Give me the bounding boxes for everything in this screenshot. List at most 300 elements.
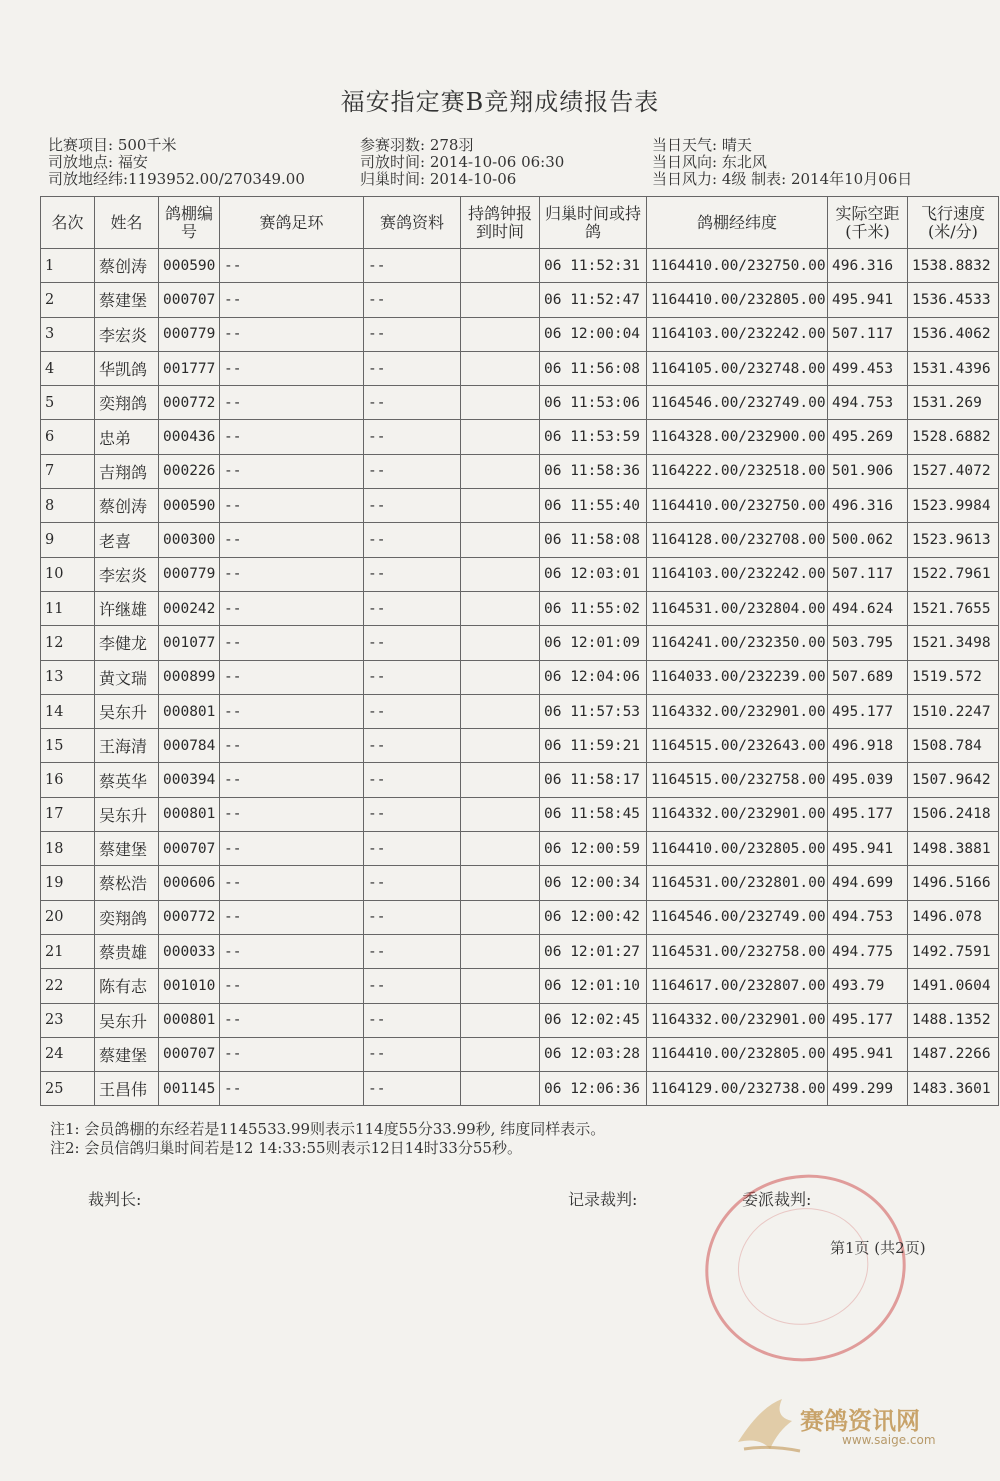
cell-distance: 494.775: [828, 934, 908, 968]
cell-distance: 495.039: [828, 763, 908, 797]
cell-arrival: 06 11:52:47: [540, 283, 647, 317]
cell-clock: [461, 797, 540, 831]
cell-info: --: [364, 317, 461, 351]
cell-clock: [461, 1037, 540, 1071]
table-row: [41, 283, 999, 317]
cell-distance: 496.918: [828, 729, 908, 763]
cell-loft: 000772: [159, 900, 220, 934]
table-row: [41, 934, 999, 968]
col-arrival-header: 归巢时间或持鸽: [540, 197, 647, 249]
cell-clock: [461, 866, 540, 900]
entry-count: 参赛羽数: 278羽: [360, 136, 474, 154]
cell-coords: 1164515.00/232643.00: [647, 729, 828, 763]
cell-info: --: [364, 489, 461, 523]
cell-arrival: 06 12:04:06: [540, 660, 647, 694]
cell-speed: 1523.9613: [908, 523, 999, 557]
cell-rank: 24: [41, 1037, 95, 1071]
table-row: [41, 1072, 999, 1106]
cell-arrival: 06 11:53:06: [540, 386, 647, 420]
cell-distance: 496.316: [828, 249, 908, 283]
cell-rank: 11: [41, 591, 95, 625]
cell-speed: 1488.1352: [908, 1003, 999, 1037]
cell-name: 蔡创涛: [95, 249, 159, 283]
cell-distance: 495.941: [828, 1037, 908, 1071]
cell-ring: --: [220, 557, 364, 591]
cell-ring: --: [220, 420, 364, 454]
cell-name: 蔡贵雄: [95, 934, 159, 968]
delegated-judge-label: 委派裁判:: [742, 1190, 812, 1209]
cell-arrival: 06 12:03:01: [540, 557, 647, 591]
cell-name: 陈有志: [95, 969, 159, 1003]
cell-name: 蔡建堡: [95, 1037, 159, 1071]
cell-loft: 000436: [159, 420, 220, 454]
table-row: [41, 626, 999, 660]
cell-distance: 500.062: [828, 523, 908, 557]
cell-name: 奕翔鸽: [95, 386, 159, 420]
cell-coords: 1164328.00/232900.00: [647, 420, 828, 454]
cell-coords: 1164222.00/232518.00: [647, 454, 828, 488]
cell-info: --: [364, 420, 461, 454]
cell-arrival: 06 11:58:36: [540, 454, 647, 488]
cell-ring: --: [220, 934, 364, 968]
race-info-right: [652, 137, 912, 188]
col-clock-header: 持鸽钟报到时间: [461, 197, 540, 249]
cell-clock: [461, 934, 540, 968]
table-row: [41, 523, 999, 557]
col-speed-header: 飞行速度(米/分): [908, 197, 999, 249]
cell-distance: 499.299: [828, 1072, 908, 1106]
cell-info: --: [364, 934, 461, 968]
cell-name: 吴东升: [95, 694, 159, 728]
cell-coords: 1164410.00/232750.00: [647, 489, 828, 523]
cell-loft: 000801: [159, 694, 220, 728]
cell-distance: 495.177: [828, 694, 908, 728]
recording-judge-label: 记录裁判:: [568, 1190, 638, 1209]
race-info-middle: [360, 137, 564, 188]
cell-info: --: [364, 694, 461, 728]
pigeon-logo-icon: [730, 1387, 810, 1459]
cell-loft: 001010: [159, 969, 220, 1003]
table-row: [41, 763, 999, 797]
official-seal-stamp: [688, 1156, 923, 1380]
cell-clock: [461, 900, 540, 934]
cell-speed: 1522.7961: [908, 557, 999, 591]
cell-loft: 000707: [159, 1037, 220, 1071]
table-row: [41, 694, 999, 728]
cell-clock: [461, 489, 540, 523]
cell-coords: 1164617.00/232807.00: [647, 969, 828, 1003]
wind-force-and-date: 当日风力: 4级 制表: 2014年10月06日: [652, 170, 913, 188]
cell-info: --: [364, 626, 461, 660]
cell-arrival: 06 11:56:08: [540, 351, 647, 385]
cell-loft: 000707: [159, 832, 220, 866]
cell-ring: --: [220, 591, 364, 625]
cell-ring: --: [220, 249, 364, 283]
cell-ring: --: [220, 832, 364, 866]
cell-rank: 15: [41, 729, 95, 763]
cell-clock: [461, 591, 540, 625]
cell-info: --: [364, 729, 461, 763]
cell-ring: --: [220, 660, 364, 694]
cell-info: --: [364, 832, 461, 866]
cell-coords: 1164105.00/232748.00: [647, 351, 828, 385]
cell-rank: 3: [41, 317, 95, 351]
cell-ring: --: [220, 351, 364, 385]
cell-rank: 13: [41, 660, 95, 694]
cell-clock: [461, 454, 540, 488]
cell-name: 吴东升: [95, 797, 159, 831]
cell-info: --: [364, 591, 461, 625]
cell-speed: 1523.9984: [908, 489, 999, 523]
cell-speed: 1483.3601: [908, 1072, 999, 1106]
cell-name: 李宏炎: [95, 317, 159, 351]
table-row: [41, 866, 999, 900]
cell-clock: [461, 763, 540, 797]
cell-ring: --: [220, 1037, 364, 1071]
cell-clock: [461, 1072, 540, 1106]
cell-loft: 000779: [159, 317, 220, 351]
cell-coords: 1164546.00/232749.00: [647, 900, 828, 934]
cell-speed: 1538.8832: [908, 249, 999, 283]
cell-rank: 14: [41, 694, 95, 728]
cell-speed: 1496.5166: [908, 866, 999, 900]
cell-ring: --: [220, 317, 364, 351]
table-row: [41, 557, 999, 591]
cell-loft: 000590: [159, 489, 220, 523]
cell-ring: --: [220, 763, 364, 797]
table-row: [41, 386, 999, 420]
table-row: [41, 317, 999, 351]
cell-arrival: 06 12:00:34: [540, 866, 647, 900]
cell-coords: 1164410.00/232750.00: [647, 249, 828, 283]
cell-arrival: 06 11:55:02: [540, 591, 647, 625]
cell-coords: 1164332.00/232901.00: [647, 1003, 828, 1037]
cell-loft: 000394: [159, 763, 220, 797]
cell-ring: --: [220, 729, 364, 763]
report-title: 福安指定赛B竞翔成绩报告表: [340, 88, 660, 116]
cell-ring: --: [220, 1003, 364, 1037]
cell-info: --: [364, 1003, 461, 1037]
cell-distance: 507.117: [828, 317, 908, 351]
cell-loft: 000606: [159, 866, 220, 900]
cell-loft: 001077: [159, 626, 220, 660]
cell-info: --: [364, 523, 461, 557]
cell-clock: [461, 351, 540, 385]
cell-loft: 000779: [159, 557, 220, 591]
cell-name: 黄文瑞: [95, 660, 159, 694]
table-row: [41, 660, 999, 694]
page-indicator: 第1页 (共2页): [830, 1239, 926, 1257]
cell-distance: 493.79: [828, 969, 908, 1003]
cell-coords: 1164103.00/232242.00: [647, 557, 828, 591]
cell-coords: 1164515.00/232758.00: [647, 763, 828, 797]
cell-clock: [461, 1003, 540, 1037]
table-row: [41, 1003, 999, 1037]
cell-coords: 1164033.00/232239.00: [647, 660, 828, 694]
cell-clock: [461, 317, 540, 351]
cell-speed: 1506.2418: [908, 797, 999, 831]
cell-coords: 1164410.00/232805.00: [647, 1037, 828, 1071]
cell-ring: --: [220, 900, 364, 934]
cell-ring: --: [220, 797, 364, 831]
cell-clock: [461, 420, 540, 454]
cell-ring: --: [220, 969, 364, 1003]
cell-distance: 495.941: [828, 283, 908, 317]
cell-coords: 1164128.00/232708.00: [647, 523, 828, 557]
cell-info: --: [364, 557, 461, 591]
cell-loft: 000226: [159, 454, 220, 488]
cell-name: 奕翔鸽: [95, 900, 159, 934]
cell-distance: 494.753: [828, 386, 908, 420]
cell-name: 忠弟: [95, 420, 159, 454]
cell-info: --: [364, 969, 461, 1003]
cell-rank: 23: [41, 1003, 95, 1037]
cell-speed: 1521.3498: [908, 626, 999, 660]
cell-rank: 1: [41, 249, 95, 283]
cell-clock: [461, 557, 540, 591]
cell-name: 老喜: [95, 523, 159, 557]
cell-loft: 000300: [159, 523, 220, 557]
cell-arrival: 06 11:58:17: [540, 763, 647, 797]
cell-coords: 1164241.00/232350.00: [647, 626, 828, 660]
cell-distance: 501.906: [828, 454, 908, 488]
cell-info: --: [364, 454, 461, 488]
cell-arrival: 06 11:52:31: [540, 249, 647, 283]
table-row: [41, 591, 999, 625]
release-location: 司放地点: 福安: [48, 153, 148, 171]
note-2: 注2: 会员信鸽归巢时间若是12 14:33:55则表示12日14时33分55秒。: [50, 1139, 522, 1157]
table-header-row: [41, 197, 999, 249]
cell-distance: 495.941: [828, 832, 908, 866]
cell-arrival: 06 11:57:53: [540, 694, 647, 728]
cell-speed: 1527.4072: [908, 454, 999, 488]
cell-rank: 9: [41, 523, 95, 557]
cell-rank: 2: [41, 283, 95, 317]
cell-ring: --: [220, 626, 364, 660]
cell-distance: 499.453: [828, 351, 908, 385]
cell-rank: 16: [41, 763, 95, 797]
cell-rank: 4: [41, 351, 95, 385]
cell-info: --: [364, 1072, 461, 1106]
site-watermark: [730, 1387, 970, 1459]
cell-coords: 1164531.00/232758.00: [647, 934, 828, 968]
cell-loft: 000033: [159, 934, 220, 968]
cell-info: --: [364, 351, 461, 385]
col-coords-header: 鸽棚经纬度: [647, 197, 828, 249]
cell-info: --: [364, 763, 461, 797]
col-name-header: 姓名: [95, 197, 159, 249]
cell-name: 蔡英华: [95, 763, 159, 797]
cell-loft: 000801: [159, 797, 220, 831]
race-info-left: [48, 137, 305, 188]
cell-speed: 1536.4062: [908, 317, 999, 351]
cell-arrival: 06 11:58:45: [540, 797, 647, 831]
cell-loft: 000242: [159, 591, 220, 625]
cell-clock: [461, 832, 540, 866]
cell-name: 李宏炎: [95, 557, 159, 591]
cell-coords: 1164103.00/232242.00: [647, 317, 828, 351]
cell-loft: 000899: [159, 660, 220, 694]
table-row: [41, 249, 999, 283]
col-ring-header: 赛鸽足环: [220, 197, 364, 249]
cell-distance: 495.177: [828, 1003, 908, 1037]
cell-rank: 10: [41, 557, 95, 591]
cell-speed: 1528.6882: [908, 420, 999, 454]
release-time: 司放时间: 2014-10-06 06:30: [360, 153, 565, 171]
cell-rank: 5: [41, 386, 95, 420]
cell-ring: --: [220, 1072, 364, 1106]
watermark-url: www.saige.com: [842, 1433, 936, 1447]
cell-ring: --: [220, 694, 364, 728]
cell-distance: 507.689: [828, 660, 908, 694]
cell-rank: 25: [41, 1072, 95, 1106]
cell-coords: 1164531.00/232804.00: [647, 591, 828, 625]
cell-ring: --: [220, 283, 364, 317]
cell-loft: 000707: [159, 283, 220, 317]
cell-name: 蔡建堡: [95, 832, 159, 866]
cell-arrival: 06 12:01:09: [540, 626, 647, 660]
cell-coords: 1164531.00/232801.00: [647, 866, 828, 900]
results-body: [41, 249, 999, 1106]
cell-name: 许继雄: [95, 591, 159, 625]
cell-info: --: [364, 900, 461, 934]
cell-arrival: 06 12:02:45: [540, 1003, 647, 1037]
race-distance: 比赛项目: 500千米: [48, 136, 177, 154]
cell-rank: 22: [41, 969, 95, 1003]
release-coordinates: 司放地经纬:1193952.00/270349.00: [48, 170, 305, 188]
cell-coords: 1164546.00/232749.00: [647, 386, 828, 420]
cell-distance: 495.177: [828, 797, 908, 831]
cell-distance: 495.269: [828, 420, 908, 454]
cell-clock: [461, 729, 540, 763]
table-row: [41, 351, 999, 385]
cell-rank: 19: [41, 866, 95, 900]
cell-rank: 7: [41, 454, 95, 488]
cell-arrival: 06 11:59:21: [540, 729, 647, 763]
cell-coords: 1164332.00/232901.00: [647, 797, 828, 831]
table-row: [41, 969, 999, 1003]
cell-clock: [461, 660, 540, 694]
cell-distance: 494.699: [828, 866, 908, 900]
cell-ring: --: [220, 489, 364, 523]
cell-clock: [461, 626, 540, 660]
cell-coords: 1164332.00/232901.00: [647, 694, 828, 728]
cell-clock: [461, 386, 540, 420]
cell-distance: 496.316: [828, 489, 908, 523]
cell-speed: 1508.784: [908, 729, 999, 763]
col-rank-header: 名次: [41, 197, 95, 249]
cell-clock: [461, 523, 540, 557]
cell-rank: 8: [41, 489, 95, 523]
cell-name: 蔡松浩: [95, 866, 159, 900]
cell-arrival: 06 11:58:08: [540, 523, 647, 557]
cell-name: 李健龙: [95, 626, 159, 660]
cell-arrival: 06 11:53:59: [540, 420, 647, 454]
cell-coords: 1164410.00/232805.00: [647, 283, 828, 317]
cell-info: --: [364, 386, 461, 420]
cell-name: 华凯鸽: [95, 351, 159, 385]
cell-name: 吴东升: [95, 1003, 159, 1037]
wind-direction: 当日风向: 东北风: [652, 153, 767, 171]
cell-loft: 000772: [159, 386, 220, 420]
cell-arrival: 06 11:55:40: [540, 489, 647, 523]
col-loft-header: 鸽棚编号: [159, 197, 220, 249]
weather: 当日天气: 晴天: [652, 136, 752, 154]
chief-judge-label: 裁判长:: [88, 1190, 142, 1209]
cell-info: --: [364, 249, 461, 283]
cell-rank: 6: [41, 420, 95, 454]
cell-arrival: 06 12:00:42: [540, 900, 647, 934]
table-row: [41, 729, 999, 763]
notes: [50, 1120, 605, 1158]
cell-name: 蔡创涛: [95, 489, 159, 523]
cell-speed: 1536.4533: [908, 283, 999, 317]
watermark-text: 赛鸽资讯网: [800, 1407, 920, 1435]
cell-clock: [461, 283, 540, 317]
cell-loft: 001777: [159, 351, 220, 385]
cell-arrival: 06 12:00:04: [540, 317, 647, 351]
cell-loft: 001145: [159, 1072, 220, 1106]
table-row: [41, 489, 999, 523]
cell-speed: 1487.2266: [908, 1037, 999, 1071]
cell-speed: 1531.269: [908, 386, 999, 420]
cell-distance: 507.117: [828, 557, 908, 591]
cell-rank: 12: [41, 626, 95, 660]
cell-rank: 18: [41, 832, 95, 866]
cell-name: 蔡建堡: [95, 283, 159, 317]
cell-info: --: [364, 866, 461, 900]
cell-distance: 494.753: [828, 900, 908, 934]
cell-clock: [461, 969, 540, 1003]
results-table: [40, 196, 999, 1106]
cell-distance: 494.624: [828, 591, 908, 625]
cell-name: 王海清: [95, 729, 159, 763]
cell-speed: 1531.4396: [908, 351, 999, 385]
table-row: [41, 832, 999, 866]
cell-clock: [461, 694, 540, 728]
cell-coords: 1164129.00/232738.00: [647, 1072, 828, 1106]
table-row: [41, 900, 999, 934]
table-row: [41, 1037, 999, 1071]
cell-name: 王昌伟: [95, 1072, 159, 1106]
cell-arrival: 06 12:01:10: [540, 969, 647, 1003]
cell-info: --: [364, 660, 461, 694]
table-row: [41, 420, 999, 454]
cell-info: --: [364, 1037, 461, 1071]
cell-ring: --: [220, 454, 364, 488]
cell-ring: --: [220, 866, 364, 900]
cell-speed: 1519.572: [908, 660, 999, 694]
cell-speed: 1507.9642: [908, 763, 999, 797]
cell-loft: 000801: [159, 1003, 220, 1037]
cell-rank: 20: [41, 900, 95, 934]
cell-speed: 1496.078: [908, 900, 999, 934]
cell-speed: 1521.7655: [908, 591, 999, 625]
cell-speed: 1498.3881: [908, 832, 999, 866]
return-date: 归巢时间: 2014-10-06: [360, 170, 517, 188]
cell-speed: 1492.7591: [908, 934, 999, 968]
cell-ring: --: [220, 523, 364, 557]
cell-arrival: 06 12:03:28: [540, 1037, 647, 1071]
cell-loft: 000590: [159, 249, 220, 283]
table-row: [41, 454, 999, 488]
cell-arrival: 06 12:01:27: [540, 934, 647, 968]
cell-info: --: [364, 283, 461, 317]
cell-speed: 1491.0604: [908, 969, 999, 1003]
cell-rank: 21: [41, 934, 95, 968]
cell-rank: 17: [41, 797, 95, 831]
col-info-header: 赛鸽资料: [364, 197, 461, 249]
